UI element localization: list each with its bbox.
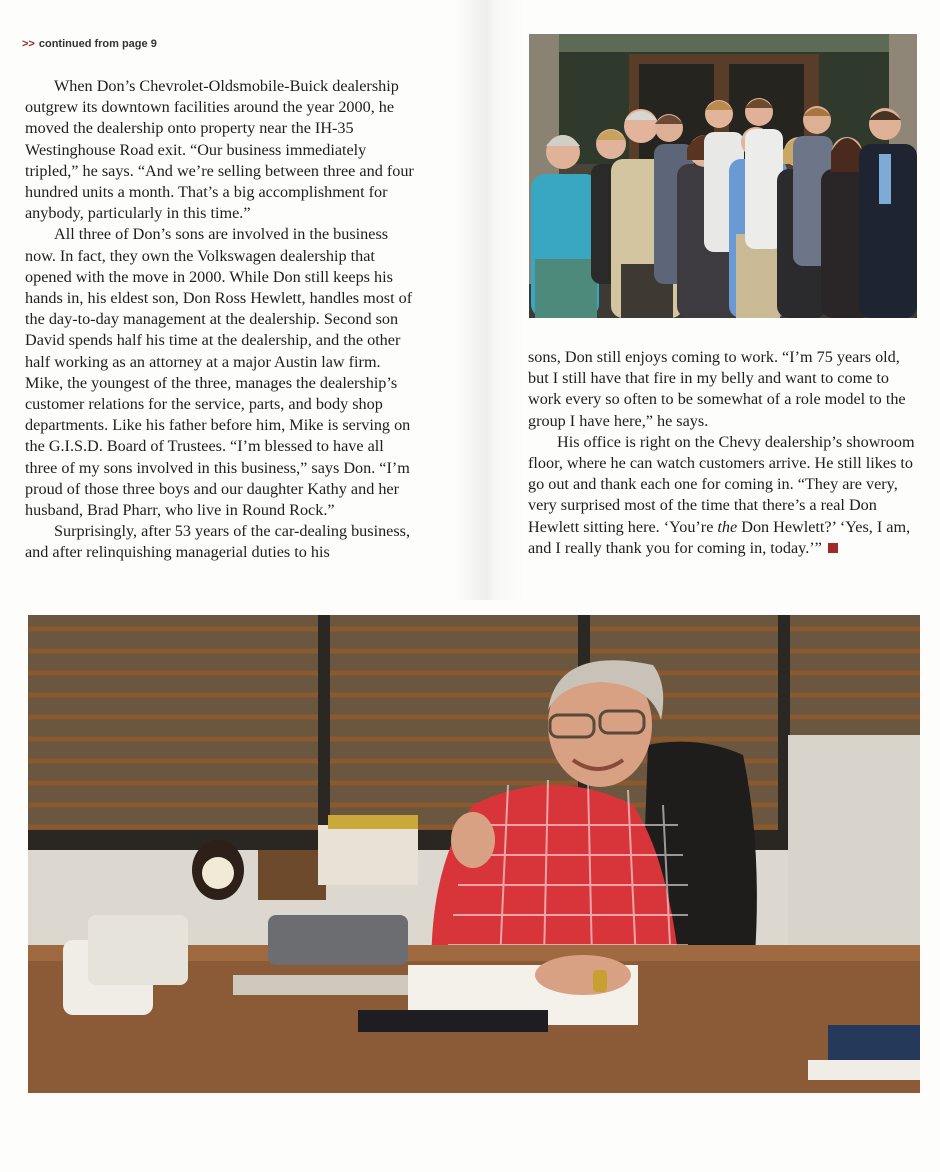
paragraph-text: His office is right on the Chevy dealership’s showroom floor, where he can watch customers arrive. He still likes to go out and thank each one for coming in. “They are very, very surprised most of the time that there’s a real Don Hewlett sitting here. ‘You’re [528,432,915,536]
continued-arrows-icon: >> [22,38,35,50]
family-photo-illustration [529,34,917,318]
family-photo [529,34,917,318]
article-column-right [528,347,918,559]
page-gutter [455,0,525,600]
end-of-article-icon [828,543,838,553]
office-photo [28,615,920,1093]
article-paragraph: Surprisingly, after 53 years of the car-dealing business, and after relinquishing managerial duties to his [25,522,410,562]
article-paragraph: All three of Don’s sons are involved in the business now. In fact, they own the Volkswagen dealership that opened with the move in 2000. While Don still keeps his hands in, his eldest son, Don Ross Hewlett, handles most of the day-to-day management at the dealership. Second son David spends half his time at the dealership, and the other half working as an attorney at a major Austin law firm. Mike, the youngest of the three, manages the dealership’s customer relations for the service, parts, and body shop departments. Like his father before him, Mike is serving on the G.I.S.D. Board of Trustees. “I’m blessed to have all three of my sons involved in this business,” says Don. “I’m proud of those three boys and our daughter Kathy and her husband, Brad Pharr, who live in Round Rock.” [25,225,413,520]
article-paragraph: sons, Don still enjoys coming to work. “I’m 75 years old, but I still have that fire in my belly and want to come to work every so often to be somewhat of a role model to the group I have here,” he says. [528,348,906,430]
article-column-left [25,76,420,564]
emphasis-text: the [717,517,738,536]
article-paragraph: When Don’s Chevrolet-Oldsmobile-Buick dealership outgrew its downtown facilities around the year 2000, he moved the dealership onto property near the IH-35 Westinghouse Road exit. “Our business immediately tripled,” he says. “And we’re selling between three and four hundred units a month. That’s a big accomplishment for anybody, particularly in this time.” [25,77,414,223]
office-photo-illustration [28,615,920,1093]
continued-text: continued from page 9 [38,38,157,50]
continued-label [22,38,157,50]
article-paragraph-final [528,432,918,559]
paragraph-text: Don Hewlett?’ ‘Yes, I am, and I really thank you for coming in, today.’” [528,517,911,557]
